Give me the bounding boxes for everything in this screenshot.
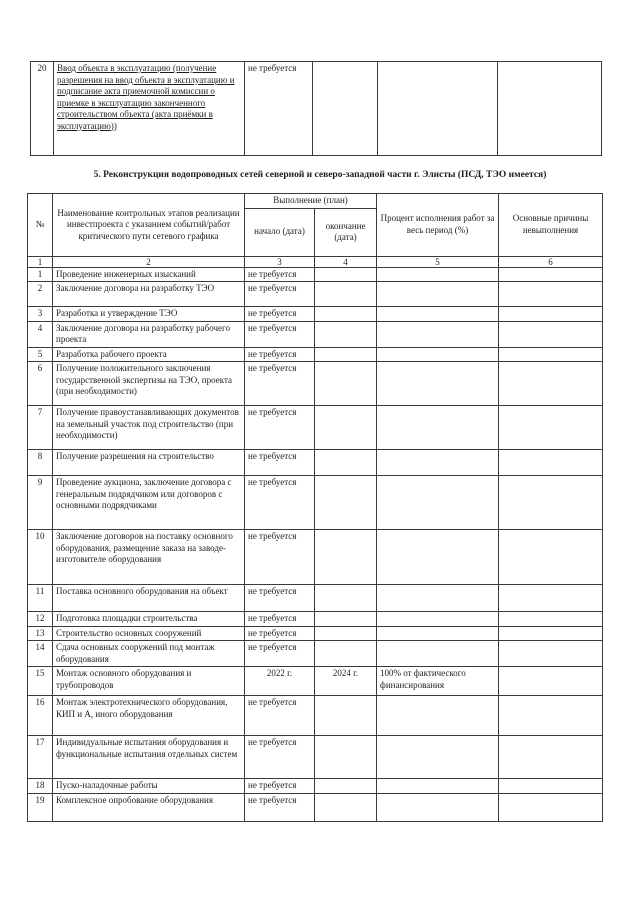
completion-percent <box>377 530 499 585</box>
table-row <box>28 406 603 450</box>
failure-reasons <box>499 530 603 585</box>
failure-reasons <box>499 321 603 347</box>
row-number: 8 <box>28 450 53 476</box>
row-number: 9 <box>28 476 53 530</box>
failure-reasons <box>499 793 603 821</box>
start-date: не требуется <box>245 476 315 530</box>
start-date: не требуется <box>245 62 313 156</box>
failure-reasons <box>499 626 603 641</box>
stage-name: Разработка рабочего проекта <box>53 347 245 362</box>
failure-reasons <box>499 282 603 307</box>
end-date <box>315 476 377 530</box>
column-number: 6 <box>499 256 603 267</box>
failure-reasons <box>499 267 603 282</box>
table-row <box>28 641 603 667</box>
completion-percent: 100% от фактического финансирования <box>377 667 499 696</box>
row-number: 11 <box>28 585 53 612</box>
failure-reasons <box>499 696 603 736</box>
completion-percent <box>377 641 499 667</box>
table-row <box>28 347 603 362</box>
start-date: не требуется <box>245 321 315 347</box>
investment-stages-table <box>27 193 603 822</box>
completion-percent <box>377 476 499 530</box>
end-date <box>315 530 377 585</box>
row-number: 4 <box>28 321 53 347</box>
header-num: № <box>28 194 53 257</box>
end-date <box>315 362 377 406</box>
stage-name: Получение разрешения на строительство <box>53 450 245 476</box>
end-date <box>313 62 378 156</box>
table-row <box>28 696 603 736</box>
row-number: 20 <box>31 62 54 156</box>
table-body <box>28 267 603 821</box>
row-number: 18 <box>28 779 53 794</box>
start-date: не требуется <box>245 641 315 667</box>
start-date: не требуется <box>245 696 315 736</box>
row-number: 10 <box>28 530 53 585</box>
header-end: окончание (дата) <box>315 208 377 256</box>
completion-percent <box>377 321 499 347</box>
table-row <box>28 612 603 627</box>
completion-percent <box>377 779 499 794</box>
stage-name: Заключение договора на разработку ТЭО <box>53 282 245 307</box>
failure-reasons <box>499 667 603 696</box>
table-row <box>28 667 603 696</box>
start-date: не требуется <box>245 793 315 821</box>
failure-reasons <box>499 736 603 779</box>
end-date <box>315 406 377 450</box>
row-number: 6 <box>28 362 53 406</box>
table-row <box>28 793 603 821</box>
failure-reasons <box>499 450 603 476</box>
row-number: 1 <box>28 267 53 282</box>
header-reasons: Основные причины невыполнения <box>499 194 603 257</box>
failure-reasons <box>499 641 603 667</box>
completion-percent <box>377 450 499 476</box>
stage-name: Подготовка площадки строительства <box>53 612 245 627</box>
table-row <box>28 736 603 779</box>
end-date <box>315 736 377 779</box>
end-date <box>315 585 377 612</box>
table-row <box>28 307 603 322</box>
stage-name: Разработка и утверждение ТЭО <box>53 307 245 322</box>
completion-percent <box>377 347 499 362</box>
stage-name: Заключение договора на разработку рабочего проекта <box>53 321 245 347</box>
table-row <box>28 626 603 641</box>
end-date <box>315 307 377 322</box>
failure-reasons <box>498 62 602 156</box>
stage-name: Поставка основного оборудования на объект <box>53 585 245 612</box>
end-date <box>315 793 377 821</box>
end-date <box>315 282 377 307</box>
start-date: 2022 г. <box>245 667 315 696</box>
start-date: не требуется <box>245 406 315 450</box>
header-stage-name: Наименование контрольных этапов реализации инвестпроекта с указанием событий/работ критического пути сетевого графика <box>53 194 245 257</box>
table-row <box>28 450 603 476</box>
start-date: не требуется <box>245 530 315 585</box>
start-date: не требуется <box>245 347 315 362</box>
row-number: 7 <box>28 406 53 450</box>
completion-percent <box>377 267 499 282</box>
table-row <box>28 530 603 585</box>
header-start: начало (дата) <box>245 208 315 256</box>
failure-reasons <box>499 779 603 794</box>
end-date <box>315 612 377 627</box>
completion-percent <box>377 585 499 612</box>
start-date: не требуется <box>245 307 315 322</box>
row-number: 17 <box>28 736 53 779</box>
end-date <box>315 696 377 736</box>
start-date: не требуется <box>245 585 315 612</box>
completion-percent <box>377 736 499 779</box>
completion-percent <box>377 793 499 821</box>
completion-percent <box>378 62 498 156</box>
end-date: 2024 г. <box>315 667 377 696</box>
failure-reasons <box>499 347 603 362</box>
start-date: не требуется <box>245 450 315 476</box>
header-percent: Процент исполнения работ за весь период (%) <box>377 194 499 257</box>
header-row <box>28 194 603 209</box>
stage-name: Монтаж электротехнического оборудования, КИП и А, иного оборудования <box>53 696 245 736</box>
failure-reasons <box>499 307 603 322</box>
row-number: 2 <box>28 282 53 307</box>
completion-percent <box>377 696 499 736</box>
stage-name: Заключение договоров на поставку основного оборудования, размещение заказа на заводе-изготовителе оборудования <box>53 530 245 585</box>
completion-percent <box>377 362 499 406</box>
row-number: 15 <box>28 667 53 696</box>
start-date: не требуется <box>245 612 315 627</box>
table-row <box>28 779 603 794</box>
table-row <box>28 282 603 307</box>
stage-name: Строительство основных сооружений <box>53 626 245 641</box>
header-execution: Выполнение (план) <box>245 194 377 209</box>
failure-reasons <box>499 476 603 530</box>
row-number: 3 <box>28 307 53 322</box>
start-date: не требуется <box>245 267 315 282</box>
stage-name: Получение правоустанавливающих документов на земельный участок под строительство (при необходимости) <box>53 406 245 450</box>
end-date <box>315 641 377 667</box>
column-number: 5 <box>377 256 499 267</box>
end-date <box>315 450 377 476</box>
stage-name: Ввод объекта в эксплуатацию (получение разрешения на ввод объекта в эксплуатацию и подписание акта приемочной комиссии о приемке в эксплуатацию законченного строительством объекта (акта приёмки в эксплуатацию)) <box>54 62 245 156</box>
stage-name: Проведение аукциона, заключение договора с генеральным подрядчиком или договоров с основными подрядчиками <box>53 476 245 530</box>
completion-percent <box>377 612 499 627</box>
end-date <box>315 321 377 347</box>
row-number: 16 <box>28 696 53 736</box>
end-date <box>315 779 377 794</box>
failure-reasons <box>499 585 603 612</box>
failure-reasons <box>499 612 603 627</box>
previous-section-table <box>30 61 602 156</box>
start-date: не требуется <box>245 282 315 307</box>
start-date: не требуется <box>245 362 315 406</box>
row-number: 5 <box>28 347 53 362</box>
completion-percent <box>377 406 499 450</box>
row-number: 13 <box>28 626 53 641</box>
completion-percent <box>377 282 499 307</box>
completion-percent <box>377 626 499 641</box>
row-number: 19 <box>28 793 53 821</box>
stage-name: Проведение инженерных изысканий <box>53 267 245 282</box>
completion-percent <box>377 307 499 322</box>
failure-reasons <box>499 362 603 406</box>
row-number: 12 <box>28 612 53 627</box>
failure-reasons <box>499 406 603 450</box>
stage-name: Комплексное опробование оборудования <box>53 793 245 821</box>
table-row <box>28 476 603 530</box>
stage-name: Сдача основных сооружений под монтаж оборудования <box>53 641 245 667</box>
end-date <box>315 347 377 362</box>
column-numbers-row <box>28 256 603 267</box>
table-row <box>28 321 603 347</box>
row-number: 14 <box>28 641 53 667</box>
table-row <box>31 62 602 156</box>
stage-name: Пуско-наладочные работы <box>53 779 245 794</box>
stage-name: Монтаж основного оборудования и трубопроводов <box>53 667 245 696</box>
start-date: не требуется <box>245 779 315 794</box>
column-number: 2 <box>53 256 245 267</box>
table-row <box>28 585 603 612</box>
column-number: 1 <box>28 256 53 267</box>
section-title: 5. Реконструкция водопроводных сетей северной и северо-западной части г. Элисты (ПСД, ТЭО имеется) <box>93 170 547 180</box>
end-date <box>315 626 377 641</box>
stage-name: Индивидуальные испытания оборудования и функциональные испытания отдельных систем <box>53 736 245 779</box>
stage-name: Получение положительного заключения государственной экспертизы на ТЭО, проекта (при необходимости) <box>53 362 245 406</box>
end-date <box>315 267 377 282</box>
start-date: не требуется <box>245 736 315 779</box>
table-row <box>28 362 603 406</box>
column-number: 4 <box>315 256 377 267</box>
table-row <box>28 267 603 282</box>
start-date: не требуется <box>245 626 315 641</box>
column-number: 3 <box>245 256 315 267</box>
